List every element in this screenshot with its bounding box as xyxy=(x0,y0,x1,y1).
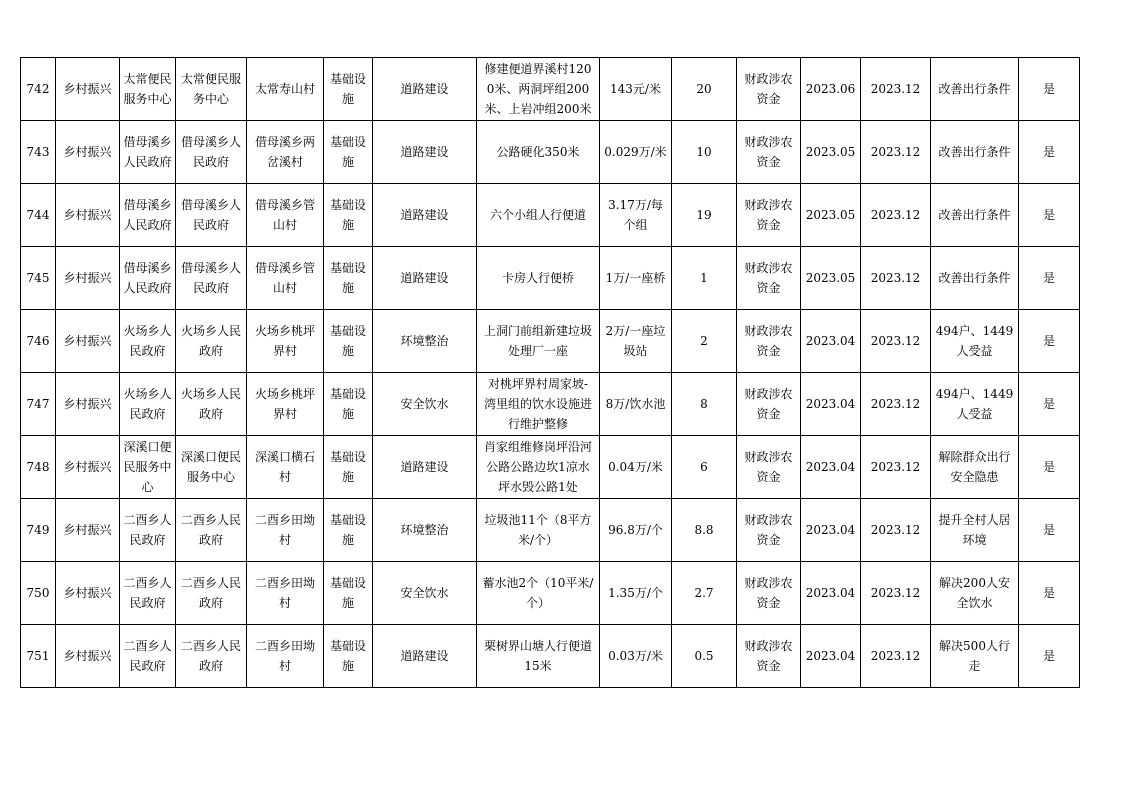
benefit-cell: 解除群众出行安全隐患 xyxy=(931,436,1019,499)
location-cell: 火场乡桃坪界村 xyxy=(247,373,324,436)
start-date-cell: 2023.04 xyxy=(801,562,861,625)
funds-amount-cell: 2 xyxy=(672,310,737,373)
funding-source-cell: 财政涉农资金 xyxy=(737,184,801,247)
start-date-cell: 2023.05 xyxy=(801,121,861,184)
responsible-unit-cell: 深溪口便民服务中心 xyxy=(120,436,176,499)
construction-content-cell: 垃圾池11个（8平方米/个） xyxy=(477,499,600,562)
funds-amount-cell: 10 xyxy=(672,121,737,184)
subsidy-standard-cell: 8万/饮水池 xyxy=(600,373,672,436)
project-subtype-cell: 安全饮水 xyxy=(373,562,477,625)
start-date-cell: 2023.06 xyxy=(801,58,861,121)
project-subtype-cell: 道路建设 xyxy=(373,121,477,184)
project-subtype-cell: 道路建设 xyxy=(373,247,477,310)
subsidy-standard-cell: 1.35万/个 xyxy=(600,562,672,625)
project-type-cell: 基础设施 xyxy=(324,436,373,499)
location-cell: 借母溪乡管山村 xyxy=(247,247,324,310)
status-cell: 是 xyxy=(1019,625,1080,688)
category-cell: 乡村振兴 xyxy=(56,58,120,121)
table-row xyxy=(21,499,1080,562)
category-cell: 乡村振兴 xyxy=(56,625,120,688)
implementing-unit-cell: 火场乡人民政府 xyxy=(176,373,247,436)
location-cell: 二酉乡田坳村 xyxy=(247,499,324,562)
start-date-cell: 2023.05 xyxy=(801,247,861,310)
benefit-cell: 改善出行条件 xyxy=(931,184,1019,247)
project-subtype-cell: 环境整治 xyxy=(373,499,477,562)
funds-amount-cell: 0.5 xyxy=(672,625,737,688)
end-date-cell: 2023.12 xyxy=(861,436,931,499)
benefit-cell: 提升全村人居环境 xyxy=(931,499,1019,562)
start-date-cell: 2023.05 xyxy=(801,184,861,247)
start-date-cell: 2023.04 xyxy=(801,625,861,688)
start-date-cell: 2023.04 xyxy=(801,499,861,562)
benefit-cell: 494户、1449人受益 xyxy=(931,373,1019,436)
construction-content-cell: 栗树界山塘人行便道15米 xyxy=(477,625,600,688)
funding-source-cell: 财政涉农资金 xyxy=(737,247,801,310)
category-cell: 乡村振兴 xyxy=(56,310,120,373)
subsidy-standard-cell: 96.8万/个 xyxy=(600,499,672,562)
status-cell: 是 xyxy=(1019,247,1080,310)
location-cell: 二酉乡田坳村 xyxy=(247,625,324,688)
construction-content-cell: 上洞门前组新建垃圾处理厂一座 xyxy=(477,310,600,373)
benefit-cell: 解决500人行走 xyxy=(931,625,1019,688)
funding-source-cell: 财政涉农资金 xyxy=(737,562,801,625)
funding-source-cell: 财政涉农资金 xyxy=(737,436,801,499)
end-date-cell: 2023.12 xyxy=(861,184,931,247)
responsible-unit-cell: 借母溪乡人民政府 xyxy=(120,121,176,184)
row-number-cell: 743 xyxy=(21,121,56,184)
end-date-cell: 2023.12 xyxy=(861,58,931,121)
category-cell: 乡村振兴 xyxy=(56,562,120,625)
start-date-cell: 2023.04 xyxy=(801,436,861,499)
responsible-unit-cell: 火场乡人民政府 xyxy=(120,310,176,373)
benefit-cell: 494户、1449人受益 xyxy=(931,310,1019,373)
implementing-unit-cell: 借母溪乡人民政府 xyxy=(176,184,247,247)
end-date-cell: 2023.12 xyxy=(861,247,931,310)
status-cell: 是 xyxy=(1019,562,1080,625)
location-cell: 二酉乡田坳村 xyxy=(247,562,324,625)
project-type-cell: 基础设施 xyxy=(324,562,373,625)
location-cell: 火场乡桃坪界村 xyxy=(247,310,324,373)
funds-amount-cell: 2.7 xyxy=(672,562,737,625)
construction-content-cell: 蓄水池2个（10平米/个） xyxy=(477,562,600,625)
table-row xyxy=(21,373,1080,436)
status-cell: 是 xyxy=(1019,121,1080,184)
funds-amount-cell: 1 xyxy=(672,247,737,310)
funding-source-cell: 财政涉农资金 xyxy=(737,625,801,688)
subsidy-standard-cell: 0.03万/米 xyxy=(600,625,672,688)
project-type-cell: 基础设施 xyxy=(324,499,373,562)
end-date-cell: 2023.12 xyxy=(861,310,931,373)
row-number-cell: 742 xyxy=(21,58,56,121)
row-number-cell: 750 xyxy=(21,562,56,625)
funding-source-cell: 财政涉农资金 xyxy=(737,58,801,121)
start-date-cell: 2023.04 xyxy=(801,310,861,373)
implementing-unit-cell: 二酉乡人民政府 xyxy=(176,499,247,562)
row-number-cell: 745 xyxy=(21,247,56,310)
category-cell: 乡村振兴 xyxy=(56,247,120,310)
funds-amount-cell: 8 xyxy=(672,373,737,436)
location-cell: 深溪口横石村 xyxy=(247,436,324,499)
table-row xyxy=(21,436,1080,499)
construction-content-cell: 修建便道界溪村1200米、两洞坪组200米、上岩冲组200米 xyxy=(477,58,600,121)
responsible-unit-cell: 二酉乡人民政府 xyxy=(120,562,176,625)
row-number-cell: 748 xyxy=(21,436,56,499)
project-subtype-cell: 道路建设 xyxy=(373,58,477,121)
benefit-cell: 改善出行条件 xyxy=(931,247,1019,310)
end-date-cell: 2023.12 xyxy=(861,625,931,688)
funding-source-cell: 财政涉农资金 xyxy=(737,121,801,184)
responsible-unit-cell: 火场乡人民政府 xyxy=(120,373,176,436)
table-row xyxy=(21,121,1080,184)
location-cell: 借母溪乡管山村 xyxy=(247,184,324,247)
category-cell: 乡村振兴 xyxy=(56,373,120,436)
responsible-unit-cell: 太常便民服务中心 xyxy=(120,58,176,121)
category-cell: 乡村振兴 xyxy=(56,184,120,247)
end-date-cell: 2023.12 xyxy=(861,499,931,562)
implementing-unit-cell: 借母溪乡人民政府 xyxy=(176,121,247,184)
project-subtype-cell: 道路建设 xyxy=(373,184,477,247)
project-type-cell: 基础设施 xyxy=(324,58,373,121)
subsidy-standard-cell: 0.029万/米 xyxy=(600,121,672,184)
table-row xyxy=(21,310,1080,373)
table-row xyxy=(21,625,1080,688)
implementing-unit-cell: 太常便民服务中心 xyxy=(176,58,247,121)
responsible-unit-cell: 二酉乡人民政府 xyxy=(120,625,176,688)
implementing-unit-cell: 火场乡人民政府 xyxy=(176,310,247,373)
implementing-unit-cell: 深溪口便民服务中心 xyxy=(176,436,247,499)
start-date-cell: 2023.04 xyxy=(801,373,861,436)
status-cell: 是 xyxy=(1019,373,1080,436)
funds-amount-cell: 19 xyxy=(672,184,737,247)
project-subtype-cell: 道路建设 xyxy=(373,436,477,499)
project-subtype-cell: 安全饮水 xyxy=(373,373,477,436)
row-number-cell: 747 xyxy=(21,373,56,436)
benefit-cell: 解决200人安全饮水 xyxy=(931,562,1019,625)
row-number-cell: 746 xyxy=(21,310,56,373)
benefit-cell: 改善出行条件 xyxy=(931,121,1019,184)
implementing-unit-cell: 二酉乡人民政府 xyxy=(176,562,247,625)
category-cell: 乡村振兴 xyxy=(56,499,120,562)
implementing-unit-cell: 借母溪乡人民政府 xyxy=(176,247,247,310)
location-cell: 借母溪乡两岔溪村 xyxy=(247,121,324,184)
location-cell: 太常寿山村 xyxy=(247,58,324,121)
status-cell: 是 xyxy=(1019,310,1080,373)
construction-content-cell: 卡房人行便桥 xyxy=(477,247,600,310)
status-cell: 是 xyxy=(1019,184,1080,247)
end-date-cell: 2023.12 xyxy=(861,562,931,625)
status-cell: 是 xyxy=(1019,499,1080,562)
responsible-unit-cell: 二酉乡人民政府 xyxy=(120,499,176,562)
subsidy-standard-cell: 143元/米 xyxy=(600,58,672,121)
construction-content-cell: 公路硬化350米 xyxy=(477,121,600,184)
end-date-cell: 2023.12 xyxy=(861,373,931,436)
construction-content-cell: 六个小组人行便道 xyxy=(477,184,600,247)
project-subtype-cell: 道路建设 xyxy=(373,625,477,688)
end-date-cell: 2023.12 xyxy=(861,121,931,184)
table-body xyxy=(21,58,1080,688)
table-row xyxy=(21,247,1080,310)
status-cell: 是 xyxy=(1019,58,1080,121)
row-number-cell: 749 xyxy=(21,499,56,562)
funding-source-cell: 财政涉农资金 xyxy=(737,310,801,373)
responsible-unit-cell: 借母溪乡人民政府 xyxy=(120,247,176,310)
project-type-cell: 基础设施 xyxy=(324,184,373,247)
project-table xyxy=(20,57,1080,688)
category-cell: 乡村振兴 xyxy=(56,436,120,499)
responsible-unit-cell: 借母溪乡人民政府 xyxy=(120,184,176,247)
subsidy-standard-cell: 2万/一座垃圾站 xyxy=(600,310,672,373)
implementing-unit-cell: 二酉乡人民政府 xyxy=(176,625,247,688)
table-row xyxy=(21,562,1080,625)
subsidy-standard-cell: 1万/一座桥 xyxy=(600,247,672,310)
construction-content-cell: 肖家组维修岗坪沿河公路公路边坎1凉水坪水毁公路1处 xyxy=(477,436,600,499)
project-type-cell: 基础设施 xyxy=(324,121,373,184)
project-type-cell: 基础设施 xyxy=(324,247,373,310)
funding-source-cell: 财政涉农资金 xyxy=(737,499,801,562)
status-cell: 是 xyxy=(1019,436,1080,499)
funds-amount-cell: 20 xyxy=(672,58,737,121)
funds-amount-cell: 6 xyxy=(672,436,737,499)
funds-amount-cell: 8.8 xyxy=(672,499,737,562)
project-type-cell: 基础设施 xyxy=(324,625,373,688)
benefit-cell: 改善出行条件 xyxy=(931,58,1019,121)
project-type-cell: 基础设施 xyxy=(324,310,373,373)
project-subtype-cell: 环境整治 xyxy=(373,310,477,373)
table-row xyxy=(21,58,1080,121)
subsidy-standard-cell: 0.04万/米 xyxy=(600,436,672,499)
project-type-cell: 基础设施 xyxy=(324,373,373,436)
funding-source-cell: 财政涉农资金 xyxy=(737,373,801,436)
table-row xyxy=(21,184,1080,247)
row-number-cell: 751 xyxy=(21,625,56,688)
category-cell: 乡村振兴 xyxy=(56,121,120,184)
construction-content-cell: 对桃坪界村周家坡-湾里组的饮水设施进行维护整修 xyxy=(477,373,600,436)
subsidy-standard-cell: 3.17万/每个组 xyxy=(600,184,672,247)
row-number-cell: 744 xyxy=(21,184,56,247)
